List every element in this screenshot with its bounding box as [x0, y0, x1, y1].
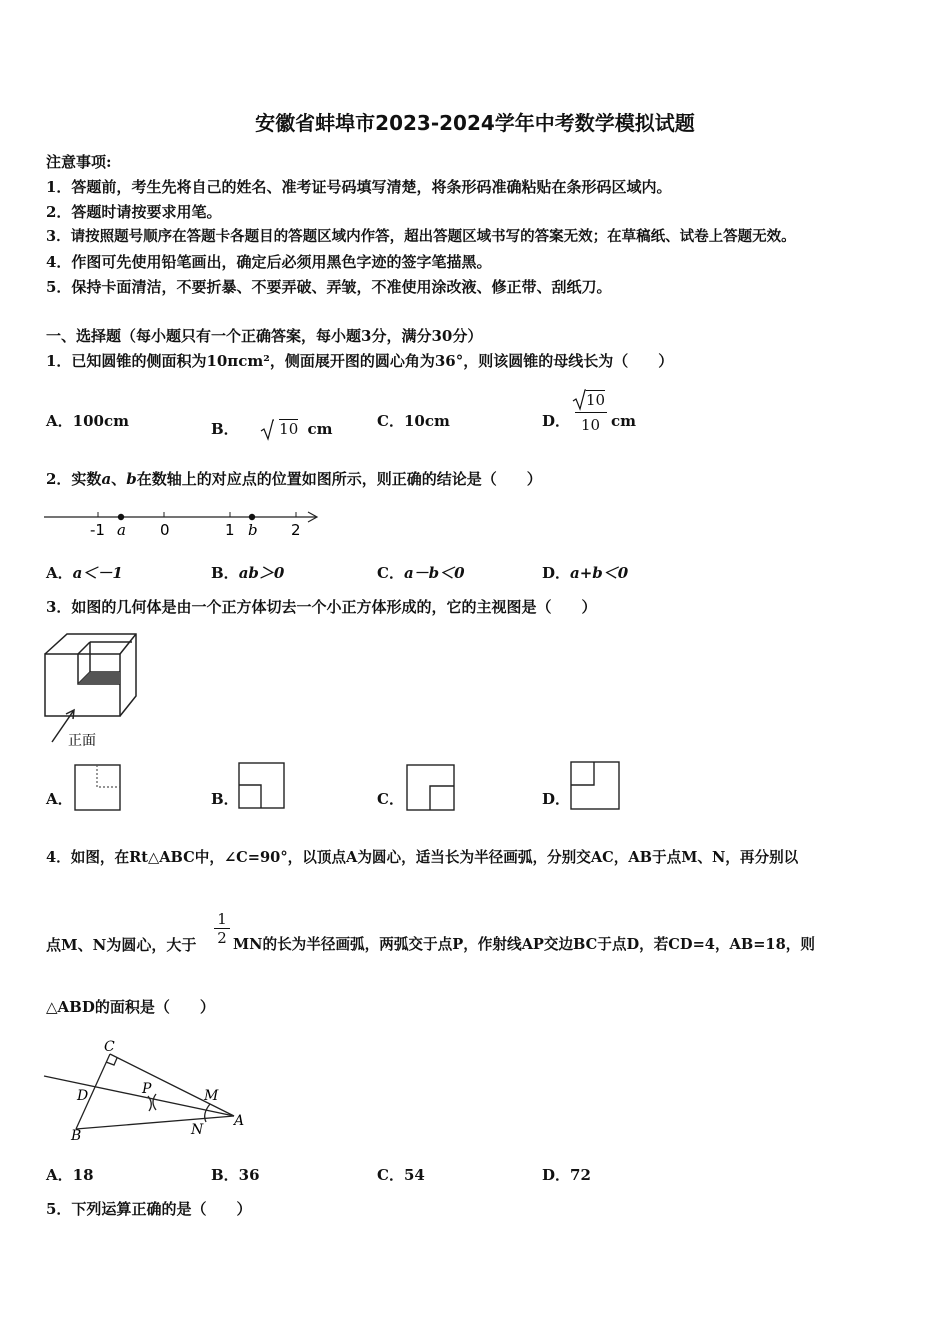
- q3-option-a-label: A．: [46, 790, 73, 808]
- tick-label-neg1: -1: [90, 521, 105, 539]
- q2-option-c-label: C．: [377, 564, 404, 582]
- segment-ab: [76, 1116, 234, 1129]
- note-item-3: 3．请按照题号顺序在答题卡各题目的答题区域内作答，超出答题区域书写的答案无效；在草稿纸、试卷上答题无效。: [46, 228, 796, 245]
- notes-heading: 注意事项:: [46, 153, 112, 171]
- note-item-2: 2．答题时请按要求用笔。: [46, 203, 222, 221]
- q2-stem-var-a: a: [101, 470, 112, 488]
- tick-label-1: 1: [225, 521, 235, 539]
- label-d: D: [77, 1088, 89, 1104]
- label-n: N: [191, 1122, 204, 1138]
- q3-option-a-figure: [74, 764, 122, 812]
- number-line-figure: [44, 508, 324, 540]
- q3-stem: 3．如图的几何体是由一个正方体切去一个小正方体形成的，它的主视图是（ ）: [46, 598, 597, 616]
- q2-stem-post: 在数轴上的对应点的位置如图所示，则正确的结论是（ ）: [136, 470, 542, 488]
- q1-option-b-radicand: 10: [279, 420, 299, 438]
- half-fraction: [214, 910, 230, 947]
- q1-stem: 1．已知圆锥的侧面积为10πcm²，侧面展开图的圆心角为36°，则该圆锥的母线长为（ ）: [46, 352, 674, 370]
- shaded-face: [78, 672, 120, 684]
- q1-option-c: C．10cm: [377, 412, 450, 430]
- arc-mn: [205, 1104, 210, 1122]
- q3-option-d-label: D．: [542, 790, 571, 808]
- q4-line2-pre: 点M、N为圆心，大于: [46, 936, 197, 954]
- label-c: C: [104, 1039, 115, 1055]
- arc-p2: [153, 1094, 156, 1110]
- note-item-4: 4．作图可先使用铅笔画出，确定后必须用黑色字迹的签字笔描黑。: [46, 253, 492, 271]
- q5-stem: 5．下列运算正确的是（ ）: [46, 1200, 252, 1218]
- q2-option-a-expr: a＜－1: [72, 564, 123, 582]
- tick-label-0: 0: [160, 521, 170, 539]
- q1-option-d-den: 10: [581, 416, 601, 434]
- q4-option-b: B．36: [211, 1166, 260, 1184]
- q2-option-d: [542, 564, 628, 582]
- label-m: M: [204, 1088, 219, 1104]
- label-a: A: [234, 1113, 245, 1129]
- point-label-b: b: [248, 521, 258, 539]
- q2-option-c: [377, 564, 465, 582]
- q1-option-b: [211, 412, 333, 438]
- q4-option-c: C．54: [377, 1166, 425, 1184]
- point-label-a: a: [117, 521, 126, 539]
- q1-option-d-bar: [575, 412, 607, 413]
- tick-label-2: 2: [291, 521, 301, 539]
- q2-option-c-expr: a－b＜0: [403, 564, 465, 582]
- q1-option-d-unit: cm: [611, 412, 637, 430]
- q1-option-a: A．100cm: [46, 412, 129, 430]
- half-fraction-num: 1: [217, 910, 227, 928]
- q1-option-d-label: D．: [542, 412, 571, 430]
- q4-line3: △ABD的面积是（ ）: [46, 998, 215, 1016]
- q2-option-b-expr: ab＞0: [238, 564, 285, 582]
- note-item-5: 5．保持卡面清洁，不要折暴、不要弄破、弄皱，不准使用涂改液、修正带、刮纸刀。: [46, 278, 612, 296]
- q2-option-d-label: D．: [542, 564, 571, 582]
- q4-line1: 4．如图，在Rt△ABC中，∠C=90°，以顶点A为圆心，适当长为半径画弧，分别交AC，AB于点M、N，再分别以: [46, 849, 799, 866]
- q2-option-d-expr: a+b＜0: [570, 564, 629, 582]
- point-a: [118, 514, 124, 520]
- q3-option-b-label: B．: [211, 790, 239, 808]
- label-p: P: [142, 1081, 152, 1097]
- sqrt-icon: [572, 388, 586, 410]
- q2-option-a-label: A．: [46, 564, 73, 582]
- q2-option-b-label: B．: [211, 564, 239, 582]
- q1-option-b-label: B．: [211, 420, 239, 438]
- q2-stem-var-b: b: [126, 470, 137, 488]
- point-b: [249, 514, 255, 520]
- cube-figure: [42, 632, 142, 747]
- note-item-1: 1．答题前，考生先将自己的姓名、准考证号码填写清楚，将条形码准确粘贴在条形码区域内。: [46, 178, 672, 196]
- q1-option-d-num: 10: [586, 391, 606, 409]
- page-title: 安徽省蚌埠市2023-2024学年中考数学模拟试题: [255, 111, 695, 135]
- q4-line2-post: MN的长为半径画弧，两弧交于点P，作射线AP交边BC于点D，若CD=4，AB=18，则: [233, 936, 815, 953]
- q4-option-a: A．18: [46, 1166, 94, 1184]
- q1-option-b-unit: cm: [307, 420, 333, 438]
- q2-stem-sep: 、: [111, 470, 127, 488]
- half-fraction-den: 2: [217, 929, 227, 947]
- section-heading: 一、选择题（每小题只有一个正确答案，每小题3分，满分30分）: [46, 327, 483, 345]
- sqrt-icon: [260, 418, 274, 440]
- q4-option-d: D．72: [542, 1166, 591, 1184]
- segment-ca: [110, 1054, 234, 1116]
- label-b: B: [71, 1128, 82, 1144]
- q3-option-c-figure: [406, 764, 456, 812]
- q3-option-b-figure: [238, 762, 286, 810]
- q2-option-b: [211, 564, 284, 582]
- q3-option-c-label: C．: [377, 790, 404, 808]
- q2-stem-pre: 2．实数: [46, 470, 102, 488]
- q3-option-d-figure: [570, 761, 622, 811]
- triangle-figure: [44, 1036, 249, 1146]
- front-label: 正面: [68, 733, 96, 749]
- q2-option-a: [46, 564, 123, 582]
- q2-stem: [46, 470, 542, 488]
